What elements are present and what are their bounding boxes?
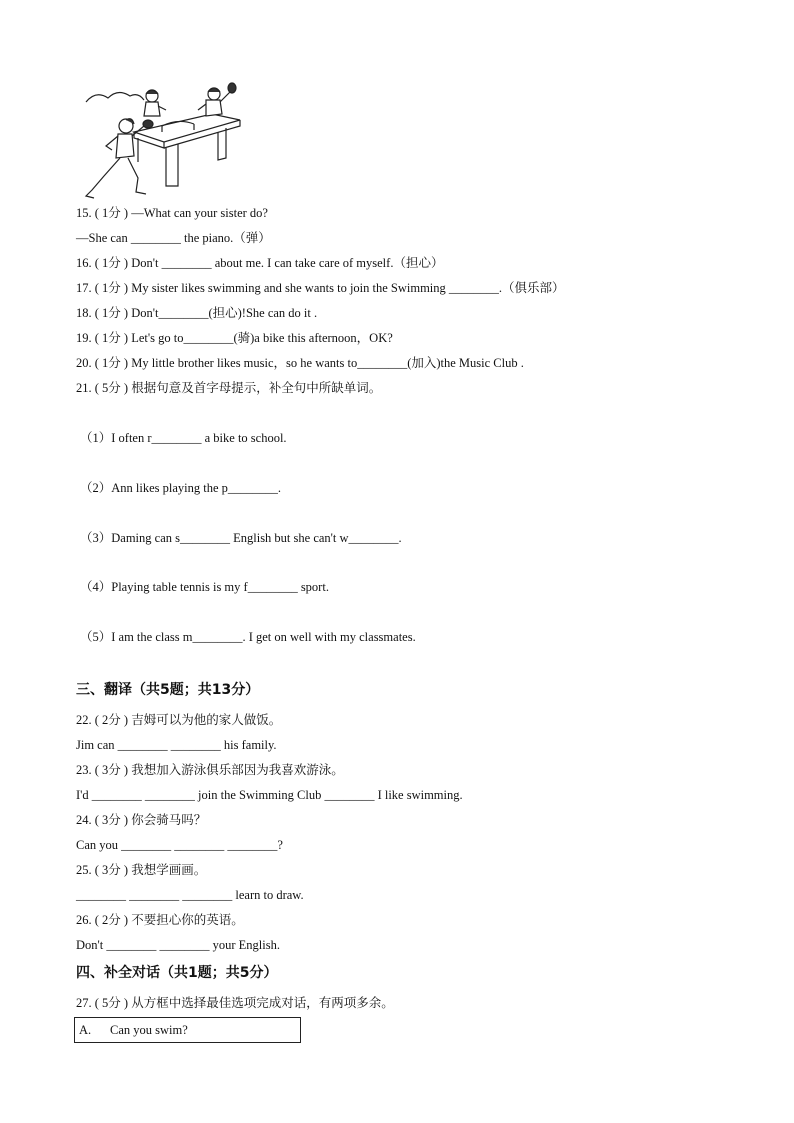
question-24-answer-line: Can you ________ ________ ________? xyxy=(76,838,283,852)
table-tennis-illustration xyxy=(82,80,244,202)
question-21-item-2: （2）Ann likes playing the p________. xyxy=(80,481,282,495)
question-26-answer-line: Don't ________ ________ your English. xyxy=(76,938,280,952)
question-25-answer-line: ________ ________ ________ learn to draw. xyxy=(76,888,304,902)
question-22: 22. ( 2分 ) 吉姆可以为他的家人做饭。 xyxy=(76,713,282,727)
question-20: 20. ( 1分 ) My little brother likes music，so he wants to________(加入)the Music Club . xyxy=(76,356,524,370)
options-box xyxy=(74,1017,301,1043)
question-18: 18. ( 1分 ) Don't________(担心)!She can do it . xyxy=(76,306,318,320)
question-21-item-4: （4）Playing table tennis is my f________ sport. xyxy=(80,580,329,594)
question-21-item-5: （5）I am the class m________. I get on well with my classmates. xyxy=(80,630,416,644)
question-27: 27. ( 5分 ) 从方框中选择最佳选项完成对话，有两项多余。 xyxy=(76,996,394,1010)
question-23: 23. ( 3分 ) 我想加入游泳俱乐部因为我喜欢游泳。 xyxy=(76,763,344,777)
question-22-answer-line: Jim can ________ ________ his family. xyxy=(76,738,277,752)
question-15: 15. ( 1分 ) —What can your sister do? xyxy=(76,206,268,220)
section-3-heading: 三、翻译（共5题；共13分） xyxy=(76,682,260,698)
question-16: 16. ( 1分 ) Don't ________ about me. I can take care of myself.（担心） xyxy=(76,256,444,270)
question-17: 17. ( 1分 ) My sister likes swimming and she wants to join the Swimming ________.（俱乐部） xyxy=(76,281,565,295)
question-23-answer-line: I'd ________ ________ join the Swimming Club ________ I like swimming. xyxy=(76,788,463,802)
question-21-item-3: （3）Daming can s________ English but she can't w________. xyxy=(80,531,402,545)
option-a-letter: A. xyxy=(79,1023,92,1037)
question-15-answer-line: —She can ________ the piano.（弹） xyxy=(76,231,271,245)
question-19: 19. ( 1分 ) Let's go to________(骑)a bike this afternoon，OK? xyxy=(76,331,393,345)
question-21-item-1: （1）I often r________ a bike to school. xyxy=(80,431,287,445)
question-26: 26. ( 2分 ) 不要担心你的英语。 xyxy=(76,913,244,927)
question-25: 25. ( 3分 ) 我想学画画。 xyxy=(76,863,207,877)
section-4-heading: 四、补全对话（共1题；共5分） xyxy=(76,965,278,981)
question-21: 21. ( 5分 ) 根据句意及首字母提示，补全句中所缺单词。 xyxy=(76,381,382,395)
question-24: 24. ( 3分 ) 你会骑马吗？ xyxy=(76,813,207,827)
option-a-text: Can you swim? xyxy=(110,1023,188,1037)
